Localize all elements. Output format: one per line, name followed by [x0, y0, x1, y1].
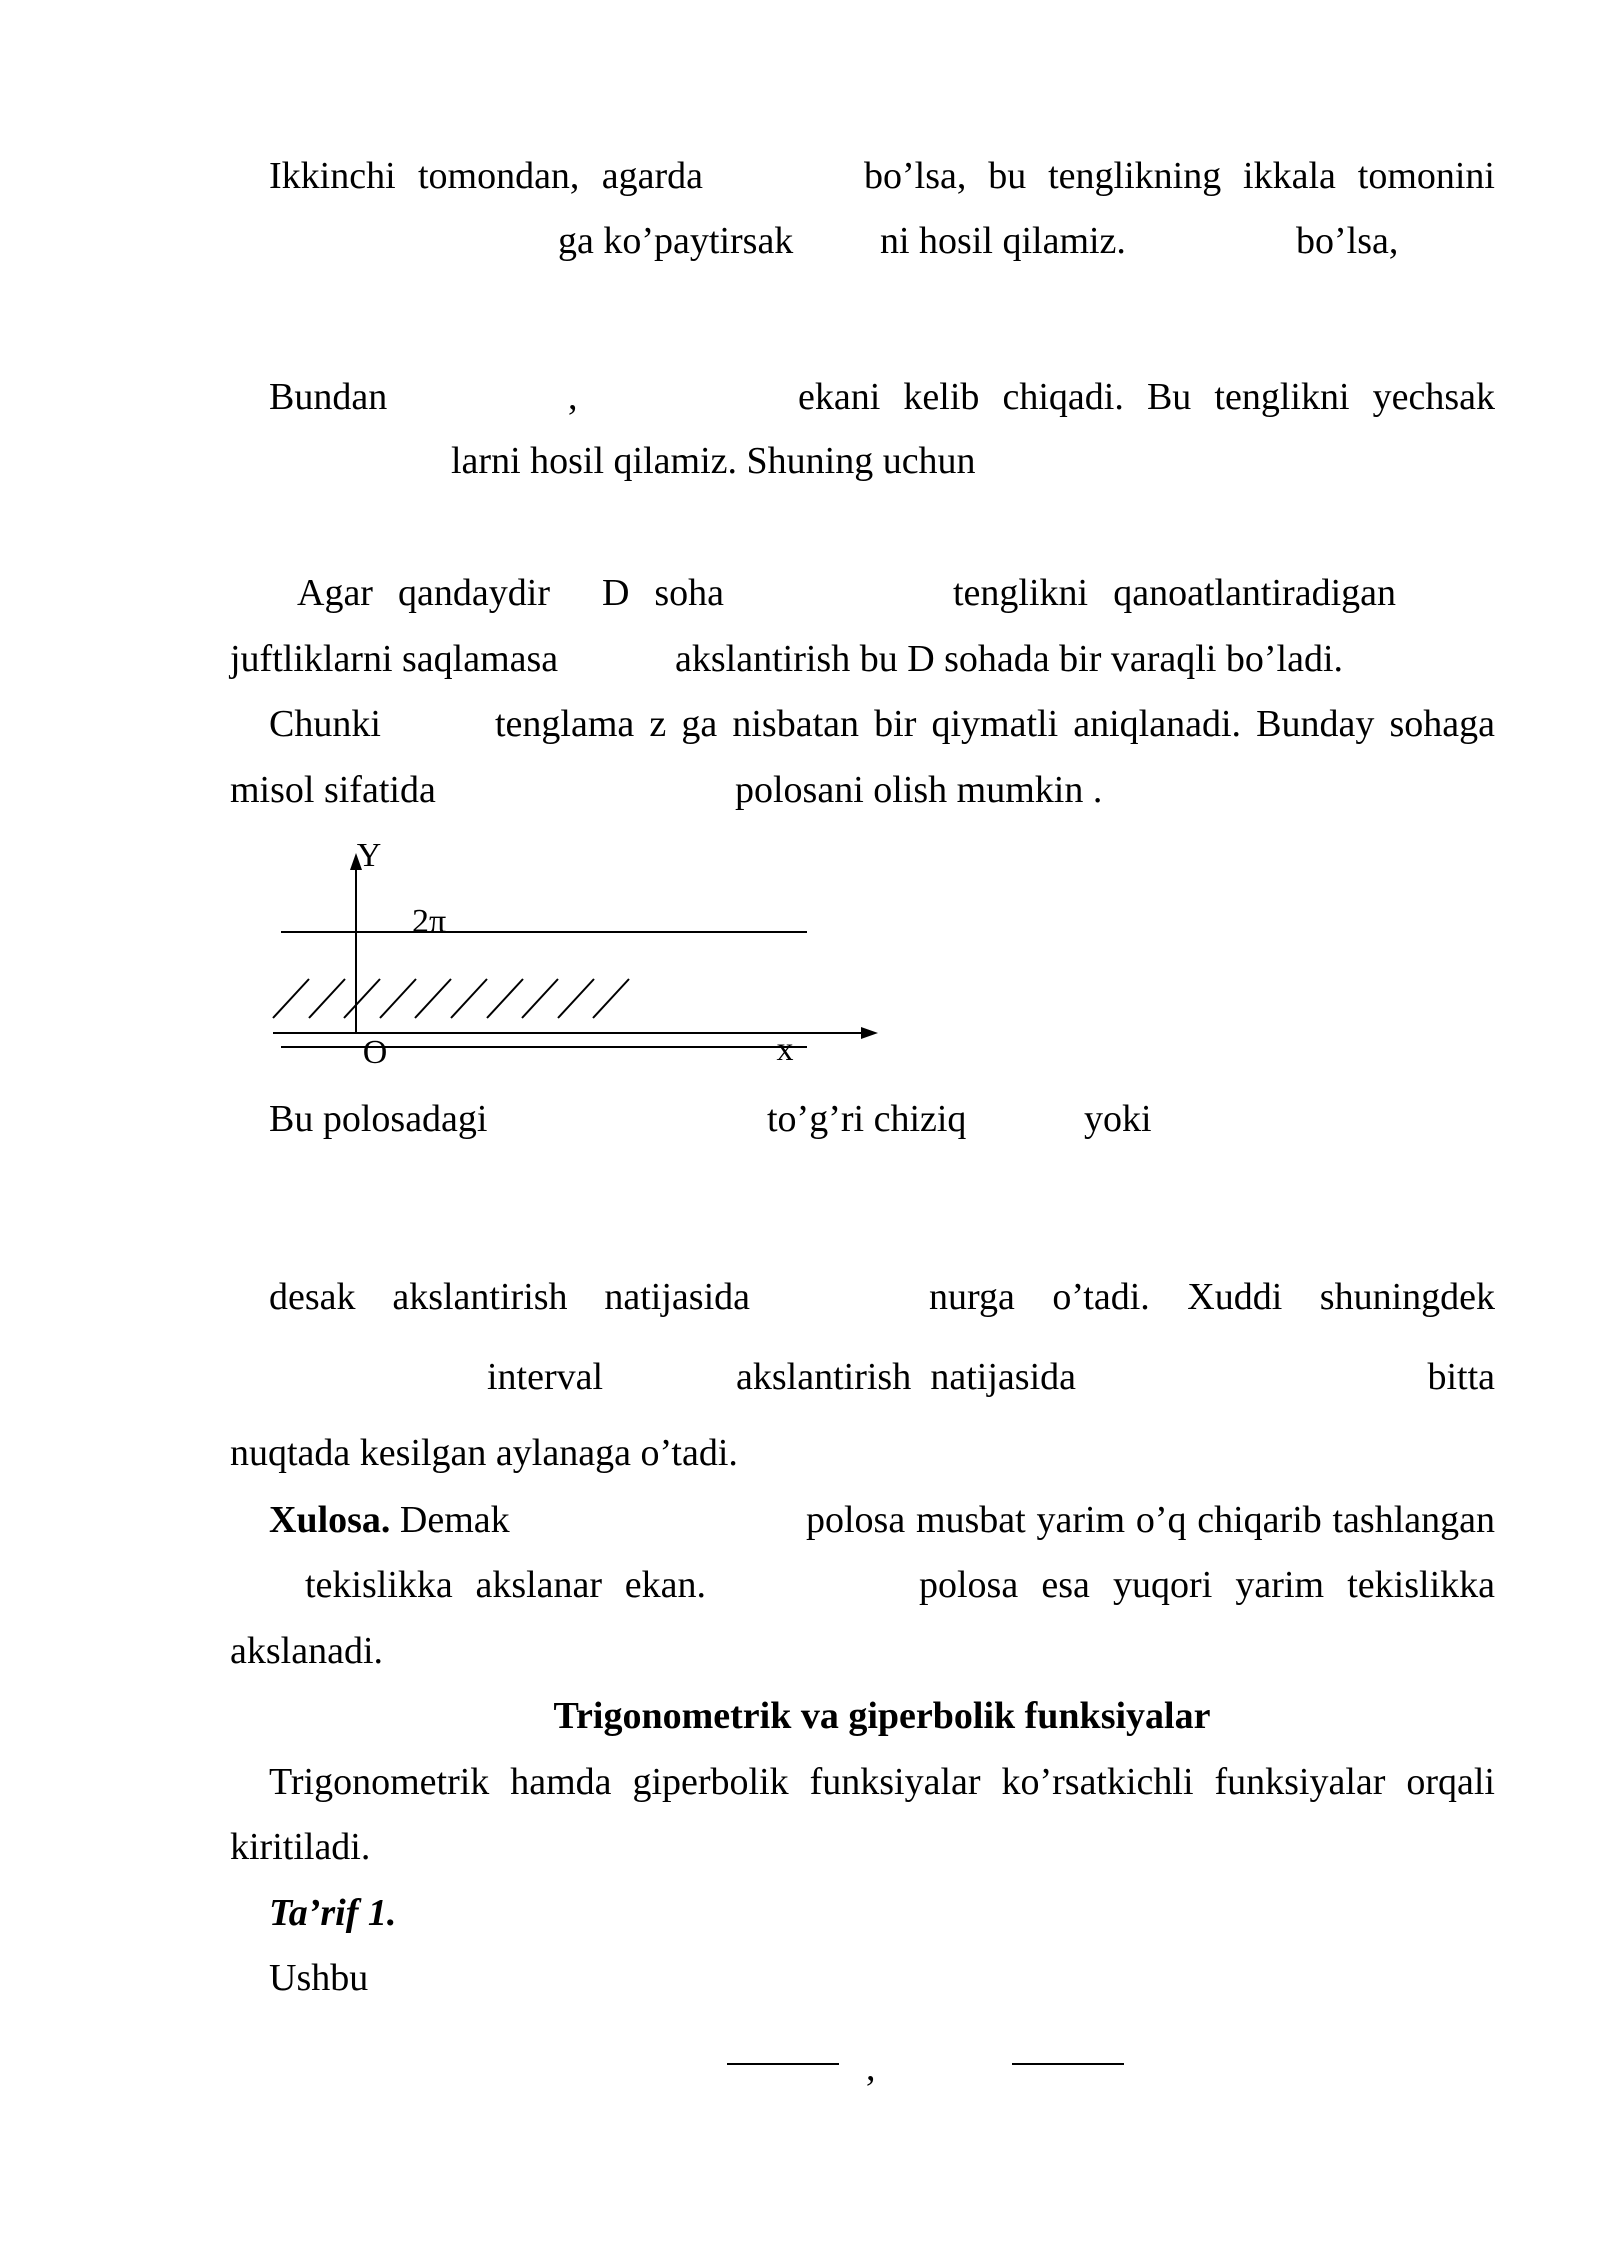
x-axis-label: x — [776, 1031, 794, 1068]
conclusion-start — [269, 1498, 510, 1542]
text-tenglikni-qanoatlantiradigan: tenglikni qanoatlantiradigan — [953, 572, 1396, 614]
text-demak: Demak — [399, 1499, 510, 1541]
text-chunki: Chunki — [269, 703, 381, 745]
text-nuqtada-kesilgan: nuqtada kesilgan aylanaga o’tadi. — [230, 1432, 738, 1474]
text-ni-hosil-qilamiz: ni hosil qilamiz. — [880, 220, 1126, 262]
origin-label: O — [362, 1034, 388, 1070]
strip-figure — [260, 840, 900, 1070]
hatch-line — [522, 979, 558, 1018]
x-axis-arrow-icon — [861, 1027, 878, 1039]
text-bolsa: bo’lsa, — [1296, 220, 1399, 262]
text-ga-kopaytirsak: ga ko’paytirsak — [558, 220, 794, 262]
hatch-line — [487, 979, 523, 1018]
text-bitta: bitta — [1427, 1356, 1495, 1398]
text-togri-chiziq: to’g’ri chiziq — [767, 1098, 967, 1140]
text-agar-qandaydir: Agar qandaydir — [297, 572, 550, 614]
hatch-line — [273, 979, 309, 1018]
text-ekani-kelib-chiqadi: ekani kelib chiqadi. Bu tenglikni yechsak — [798, 376, 1495, 418]
text-larni-hosil-qilamiz: larni hosil qilamiz. Shuning uchun — [451, 440, 976, 482]
fraction-bar — [727, 2063, 839, 2065]
text-ikkinchi-tomondan: Ikkinchi tomondan, agarda — [269, 155, 703, 197]
text-tenglama-z: tenglama z ga nisbatan bir qiymatli aniqlanadi. Bunday sohaga — [495, 703, 1495, 745]
text-ushbu: Ushbu — [269, 1957, 369, 1999]
text-bolsa-tenglikning: bo’lsa, bu tenglikning ikkala tomonini — [864, 155, 1495, 197]
y-axis-label: Y — [356, 840, 382, 874]
conclusion-label: Xulosa. — [269, 1499, 391, 1541]
formula-separator: , — [866, 2047, 876, 2089]
text-bu-polosadagi: Bu polosadagi — [269, 1098, 488, 1140]
section-heading: Trigonometrik va giperbolik funksiyalar — [553, 1695, 1211, 1737]
fraction-bar — [1012, 2063, 1124, 2065]
text-akslanadi: akslanadi. — [230, 1630, 384, 1672]
text-interval: interval — [487, 1356, 604, 1398]
hatching — [273, 979, 629, 1018]
text-bundan: Bundan — [269, 376, 388, 418]
hatch-line — [593, 979, 629, 1018]
upper-boundary-label: 2π — [412, 903, 447, 940]
text-tekislikka-akslanar: tekislikka akslanar ekan. — [305, 1564, 706, 1606]
text-juftliklarni-saqlamasa: juftliklarni saqlamasa — [230, 638, 559, 680]
hatch-line — [451, 979, 487, 1018]
text-yoki: yoki — [1084, 1098, 1152, 1140]
text-desak-akslantirish: desak akslantirish natijasida — [269, 1276, 750, 1318]
text-polosani-olish: polosani olish mumkin . — [735, 769, 1103, 811]
text-nurga-otadi: nurga o’tadi. Xuddi shuningdek — [929, 1276, 1495, 1318]
text-misol-sifatida: misol sifatida — [230, 769, 436, 811]
text-trigonometrik-hamda: Trigonometrik hamda giperbolik funksiyalar ko’rsatkichli funksiyalar orqali — [269, 1761, 1495, 1803]
hatch-line — [309, 979, 345, 1018]
text-akslantirish-natijasida: akslantirish natijasida — [736, 1356, 1076, 1398]
hatch-line — [344, 979, 380, 1018]
text-polosa-esa: polosa esa yuqori yarim tekislikka — [919, 1564, 1495, 1606]
hatch-line — [380, 979, 416, 1018]
definition-label: Ta’rif 1. — [269, 1892, 397, 1934]
hatch-line — [558, 979, 594, 1018]
text-polosa-musbat: polosa musbat yarim o’q chiqarib tashlangan — [806, 1499, 1495, 1541]
text-akslantirish-bir-varaqli: akslantirish bu D sohada bir varaqli bo’ladi. — [675, 638, 1344, 680]
text-comma: , — [568, 376, 578, 418]
text-kiritiladi: kiritiladi. — [230, 1826, 371, 1868]
text-d-soha: D soha — [602, 572, 724, 614]
hatch-line — [415, 979, 451, 1018]
